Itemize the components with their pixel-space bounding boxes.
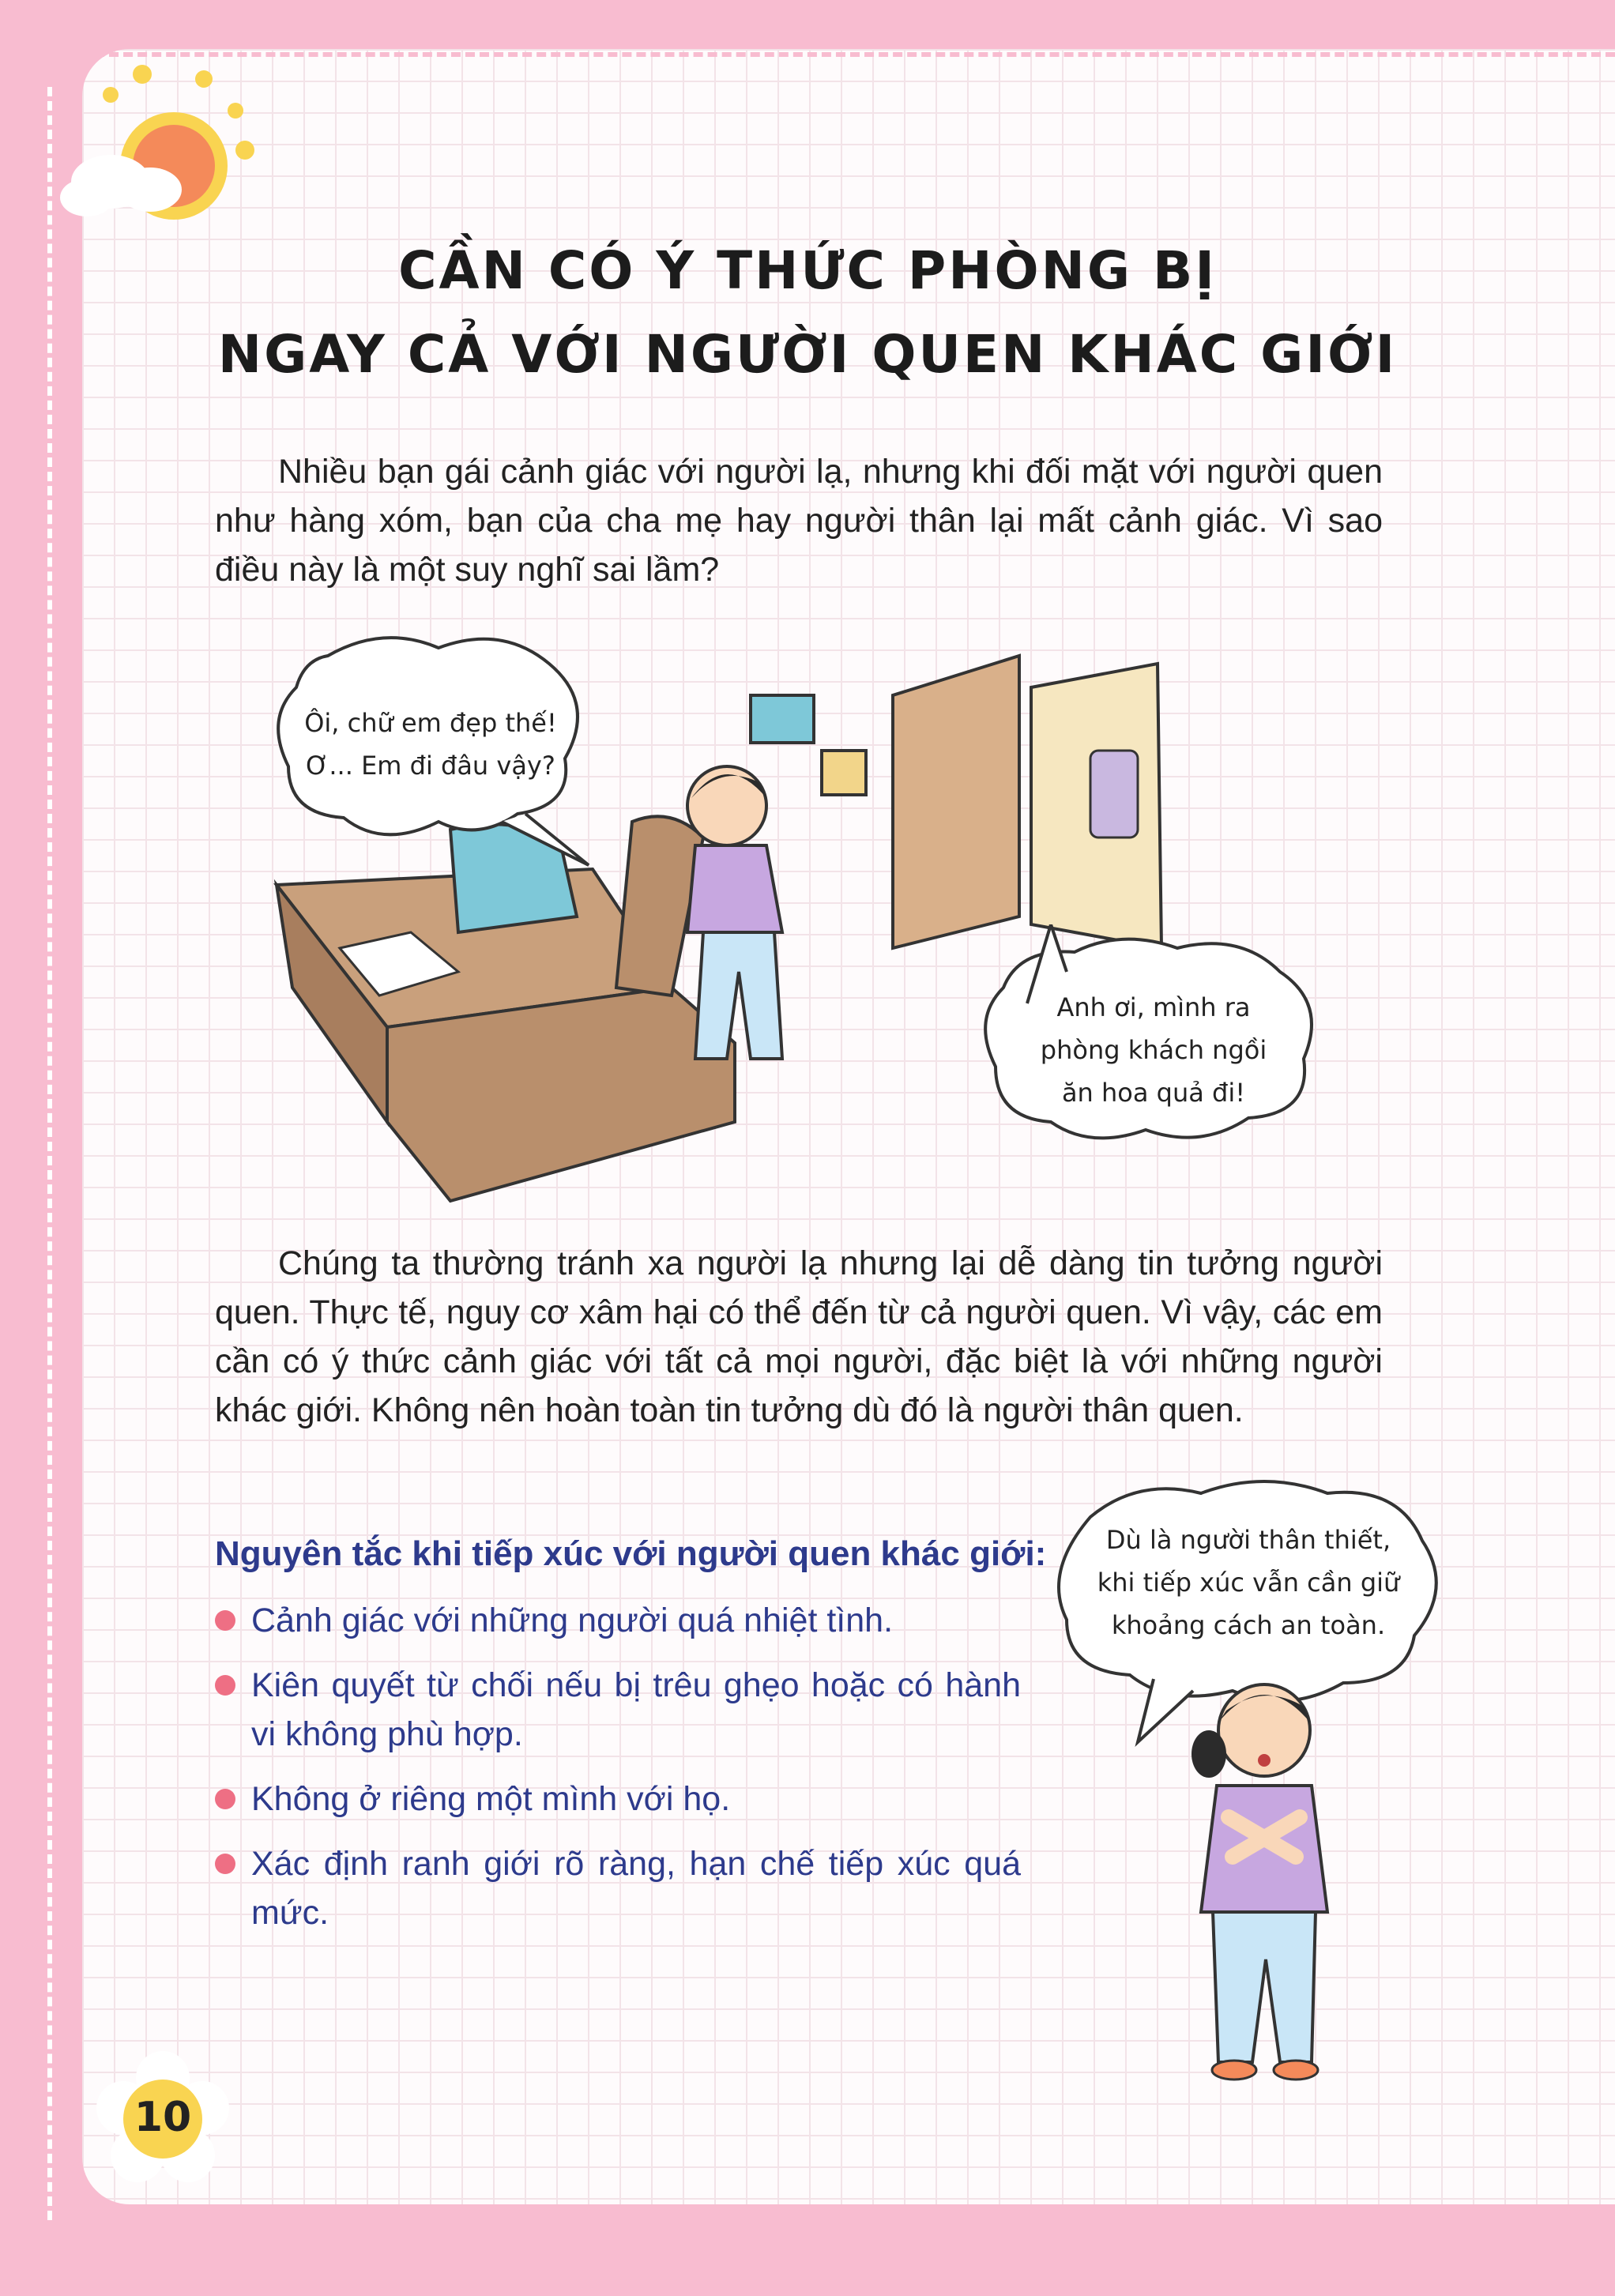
rule-item: Kiên quyết từ chối nếu bị trêu ghẹo hoặc có hành vi không phù hợp. [215, 1661, 1021, 1759]
bubble-girl-line-2: phòng khách ngồi [1040, 1035, 1267, 1065]
rules-list [215, 1596, 1021, 1937]
bubble-girl-line-1: Anh ơi, mình ra [1056, 992, 1251, 1022]
bullet-dot-icon [215, 1610, 235, 1631]
bubble-girl-text [992, 986, 1316, 1114]
bullet-dot-icon [215, 1675, 235, 1696]
top-dashed-border [95, 52, 1615, 57]
intro-paragraph: Nhiều bạn gái cảnh giác với người lạ, nhưng khi đối mặt với người quen như hàng xóm, bạn của cha mẹ hay người thân lại mất cảnh giác. Vì sao điều này là một suy nghĩ sai lầm? [215, 453, 1383, 589]
page-title [0, 229, 1615, 397]
rule-item: Không ở riêng một mình với họ. [215, 1775, 1021, 1824]
bubble-advice-line-2: khi tiếp xúc vẫn cần giữ [1097, 1568, 1400, 1598]
bottom-dashed-border [95, 2238, 1615, 2243]
body-paragraph: Chúng ta thường tránh xa người lạ nhưng lại dễ dàng tin tưởng người quen. Thực tế, nguy cơ xâm hại có thể đến từ cả người quen. Vì vậy, các em cần có ý thức cảnh giác với tất cả mọi người, đặc biệt là với những người khác giới. Không nên hoàn toàn tin tưởng dù đó là người thân quen. [215, 1244, 1383, 1429]
bubble-boy-line-1: Ôi, chữ em đẹp thế! [304, 708, 557, 738]
title-line-1: CẦN CÓ Ý THỨC PHÒNG BỊ [398, 240, 1217, 301]
bubble-girl-line-3: ăn hoa quả đi! [1061, 1078, 1246, 1108]
bubble-advice-text [1063, 1519, 1434, 1647]
bubble-advice-line-1: Dù là người thân thiết, [1105, 1525, 1391, 1555]
title-line-2: NGAY CẢ VỚI NGƯỜI QUEN KHÁC GIỚI [217, 324, 1398, 385]
bubble-boy-line-2: Ơ... Em đi đâu vậy? [306, 751, 555, 781]
bullet-dot-icon [215, 1854, 235, 1874]
bullet-dot-icon [215, 1789, 235, 1809]
page-number: 10 [134, 2094, 192, 2141]
rules-title: Nguyên tắc khi tiếp xúc với người quen khác giới: [215, 1534, 1047, 1573]
rule-item: Xác định ranh giới rõ ràng, hạn chế tiếp xúc quá mức. [215, 1839, 1021, 1937]
sun-cloud-icon [32, 55, 284, 245]
bubble-advice-line-3: khoảng cách an toàn. [1111, 1610, 1386, 1640]
standing-girl-illustration [1169, 1675, 1351, 2086]
left-dashed-border [47, 87, 52, 2220]
bubble-boy-text [280, 702, 581, 787]
rule-item: Cảnh giác với những người quá nhiệt tình. [215, 1596, 1021, 1645]
